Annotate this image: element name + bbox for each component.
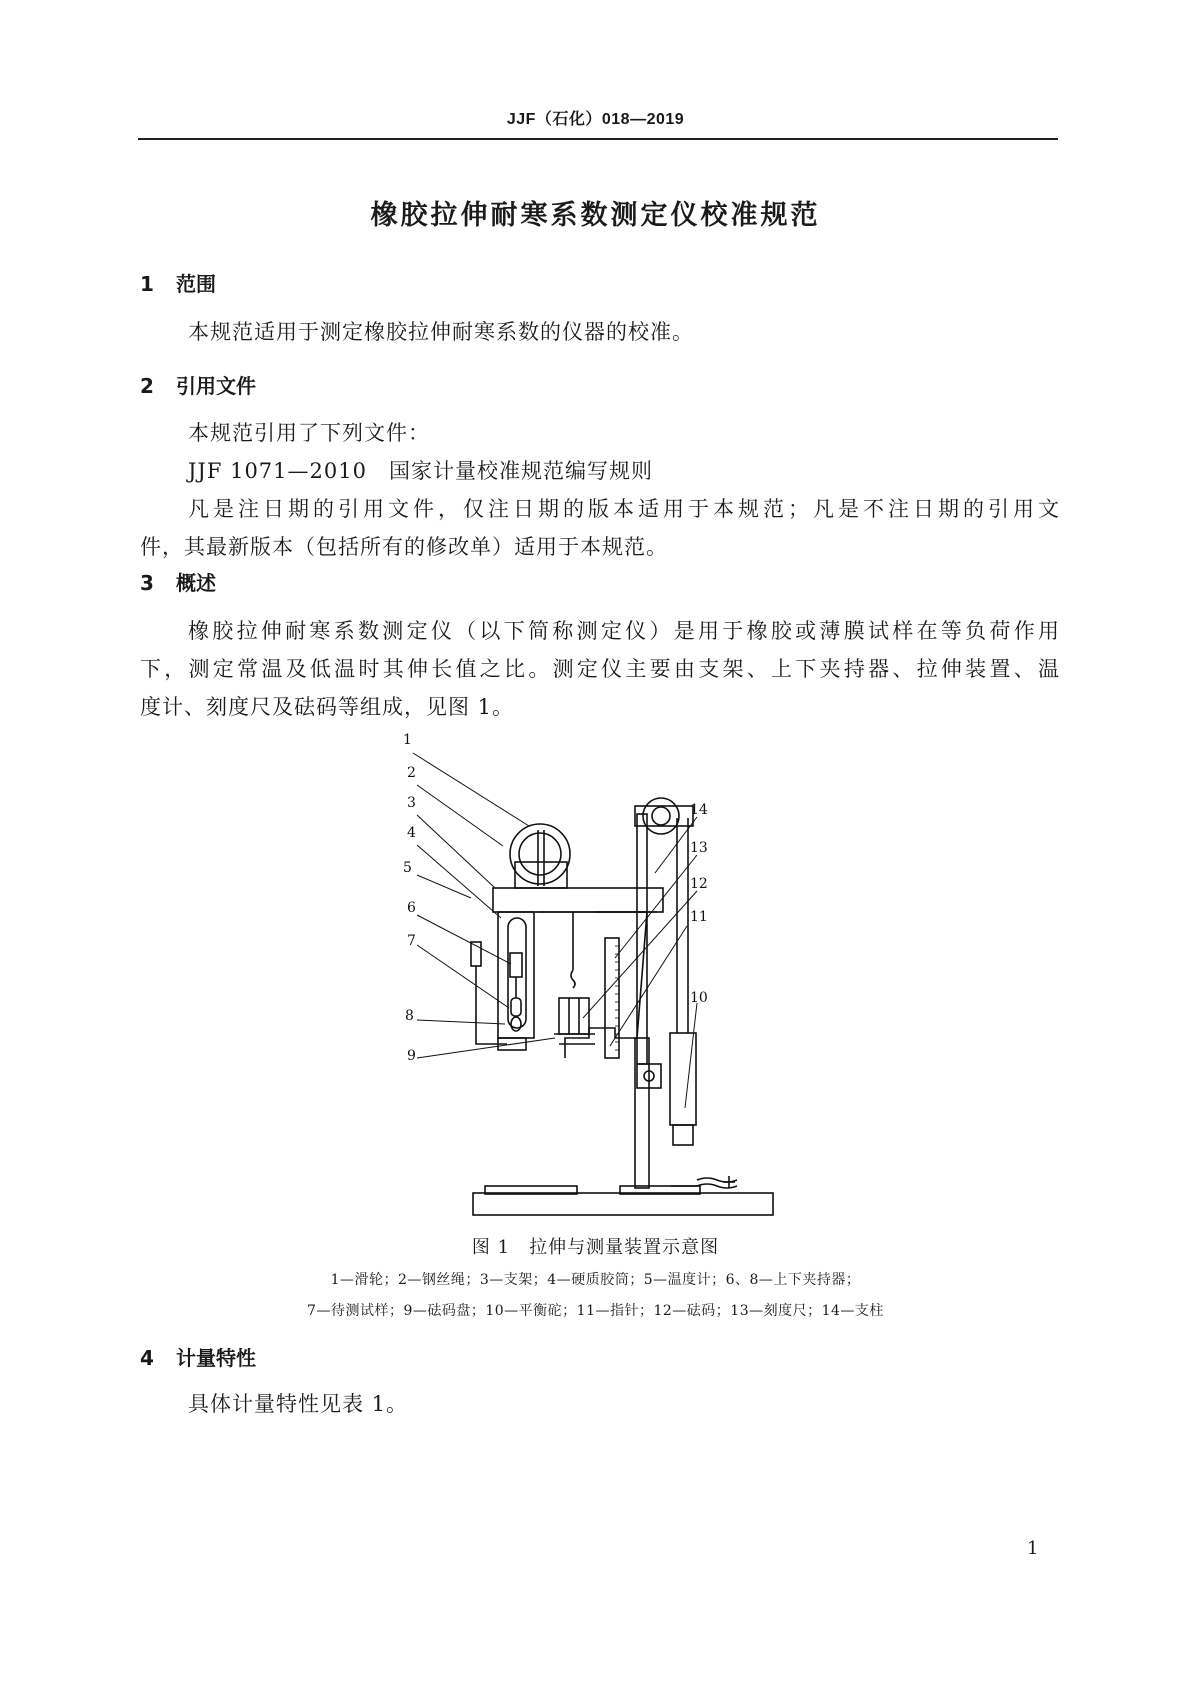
pulley-right <box>643 798 679 834</box>
section-4-body <box>140 1385 1060 1423</box>
section-number: 1 <box>140 272 154 296</box>
label-7: 7 <box>407 933 416 949</box>
section-title: 引用文件 <box>176 374 256 398</box>
figure-legend-line-2: 7—待测试样；9—砝码盘；10—平衡砣；11—指针；12—砝码；13—刻度尺；14—支柱 <box>307 1303 884 1319</box>
base-plate <box>473 1193 773 1215</box>
section-number: 3 <box>140 571 154 595</box>
section-number: 4 <box>140 1346 154 1370</box>
section-2-heading <box>140 370 256 399</box>
paragraph-line: 本规范适用于测定橡胶拉伸耐寒系数的仪器的校准。 <box>188 320 694 344</box>
pulley-left-inner <box>519 833 561 875</box>
section-title: 计量特性 <box>176 1346 256 1370</box>
label-8: 8 <box>405 1008 414 1024</box>
apparatus-diagram <box>403 732 795 1228</box>
paragraph-line: 度计、刻度尺及砝码等组成，见图 1。 <box>140 695 515 719</box>
document-title: 橡胶拉伸耐寒系数测定仪校准规范 <box>370 200 821 231</box>
section-number: 2 <box>140 374 154 398</box>
label-1: 1 <box>403 732 412 748</box>
section-title: 范围 <box>176 272 216 296</box>
label-4: 4 <box>407 825 416 841</box>
running-header: JJF（石化）018—2019 <box>506 111 685 128</box>
section-3-body <box>140 612 1060 726</box>
figure-caption: 图 1 拉伸与测量装置示意图 <box>471 1237 720 1258</box>
section-title: 概述 <box>176 571 216 595</box>
paragraph-line: 下，测定常温及低温时其伸长值之比。测定仪主要由支架、上下夹持器、拉伸装置、温 <box>140 657 1060 681</box>
upper-clamp <box>510 953 522 977</box>
label-2: 2 <box>407 765 416 781</box>
label-13: 13 <box>690 840 708 856</box>
label-12: 12 <box>690 876 708 892</box>
section-3-heading <box>140 567 216 596</box>
label-9: 9 <box>407 1048 416 1064</box>
label-3: 3 <box>407 795 416 811</box>
label-6: 6 <box>407 900 416 916</box>
paragraph-line: 凡是注日期的引用文件，仅注日期的版本适用于本规范；凡是不注日期的引用文 <box>188 497 1060 521</box>
label-10: 10 <box>690 990 708 1006</box>
reference-line: JJF 1071—2010 国家计量校准规范编写规则 <box>188 459 653 483</box>
paragraph-line: 具体计量特性见表 1。 <box>188 1392 409 1416</box>
section-1-heading <box>140 268 216 297</box>
label-5: 5 <box>403 860 412 876</box>
lower-clamp <box>511 1017 521 1031</box>
header-rule <box>138 138 1058 140</box>
specimen <box>511 998 521 1016</box>
section-2-body <box>140 414 1060 566</box>
figure-legend-line-1: 1—滑轮；2—钢丝绳；3—支架；4—硬质胶筒；5—温度计；6、8—上下夹持器； <box>330 1272 861 1288</box>
section-1-body <box>140 313 1060 351</box>
page-number: 1 <box>1027 1538 1039 1559</box>
label-14: 14 <box>690 802 708 818</box>
section-4-heading <box>140 1342 256 1371</box>
hard-rubber-tube <box>498 912 534 1038</box>
paragraph-line: 橡胶拉伸耐寒系数测定仪（以下简称测定仪）是用于橡胶或薄膜试样在等负荷作用 <box>188 619 1060 643</box>
label-11: 11 <box>690 909 708 925</box>
paragraph-line: 本规范引用了下列文件： <box>188 421 430 445</box>
paragraph-line: 件，其最新版本（包括所有的修改单）适用于本规范。 <box>140 535 668 559</box>
